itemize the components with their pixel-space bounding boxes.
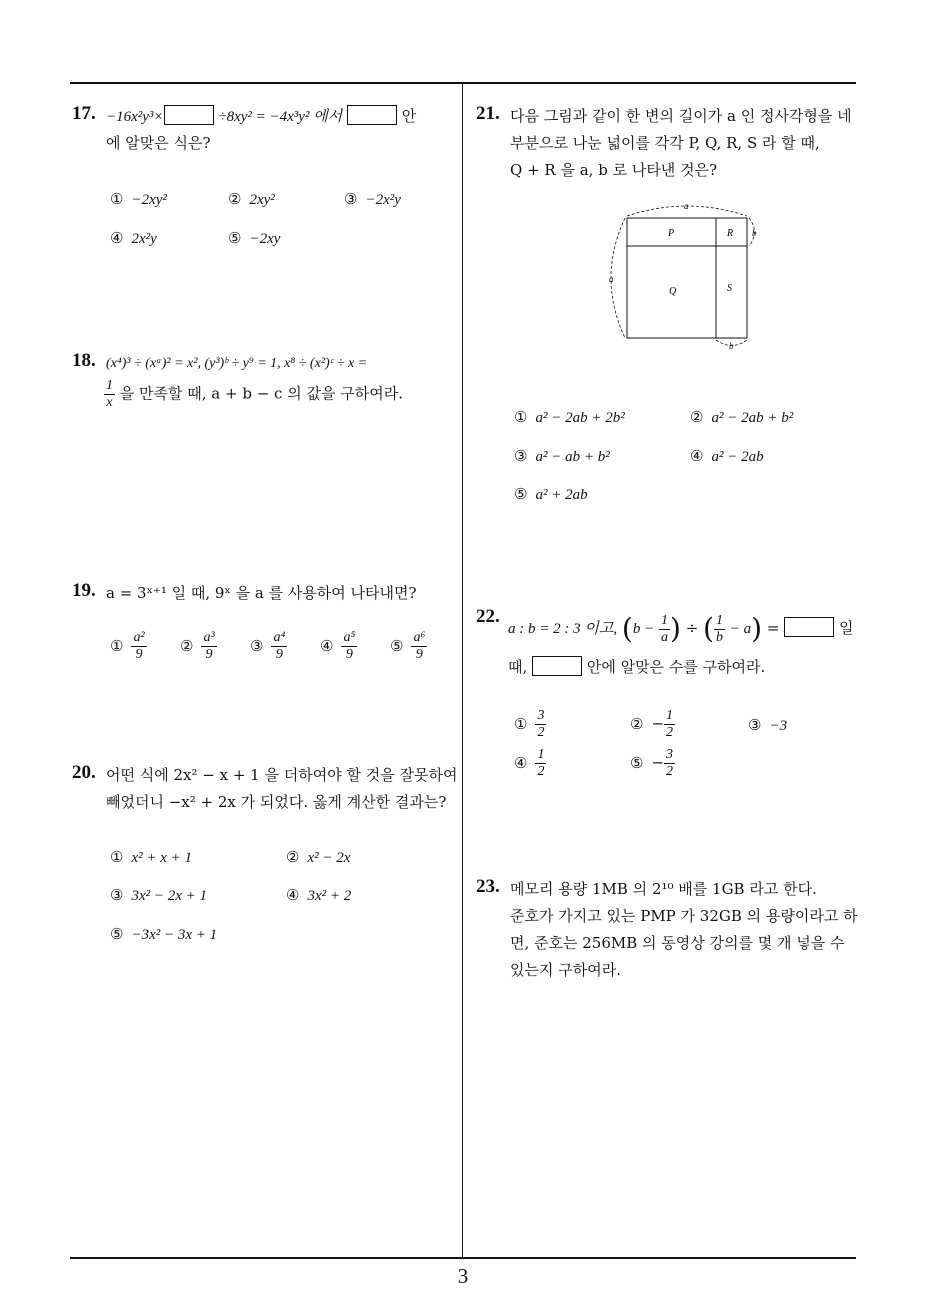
- expr-part: ÷8xy² = −4x³y² 에서: [218, 109, 343, 125]
- question-number: 19.: [72, 580, 96, 601]
- option-1[interactable]: ① x² + x + 1: [110, 848, 193, 866]
- region-P: P: [668, 228, 675, 239]
- label-a-top: a: [684, 201, 689, 211]
- label-b-bottom: b: [729, 341, 734, 351]
- question-text-line4: 있는지 구하여라.: [510, 961, 621, 979]
- question-number: 18.: [72, 350, 96, 371]
- expr-part: −16x²y³×: [106, 109, 164, 125]
- question-text: 어떤 식에 2x² − x + 1 을 더하여야 할 것을 잘못하여: [106, 766, 458, 784]
- question-text-line2: 빼었더니 −x² + 2x 가 되었다. 옳게 계산한 결과는?: [106, 793, 447, 811]
- option-2[interactable]: ② 2xy²: [228, 190, 275, 208]
- option-2[interactable]: ② a² − 2ab + b²: [690, 408, 794, 426]
- question-text: (x⁴)³ ÷ (xᵃ)² = x², (y³)ᵇ ÷ y⁹ = 1, x⁸ ÷ (x²)ᶜ ÷ x =: [106, 356, 368, 371]
- answer-box: [347, 105, 397, 125]
- question-text-line2: 준호가 가지고 있는 PMP 가 32GB 의 용량이라고 하: [510, 907, 858, 925]
- option-5[interactable]: ⑤ −2xy: [228, 229, 281, 247]
- option-5[interactable]: ⑤ − $\frac{3}{2}$: [630, 747, 674, 779]
- square-figure: [592, 196, 772, 356]
- option-5[interactable]: ⑤ a² + 2ab: [514, 485, 588, 503]
- top-rule: [70, 82, 856, 84]
- question-number: 23.: [476, 876, 500, 897]
- option-3[interactable]: ③ a² − ab + b²: [514, 447, 610, 465]
- region-S: S: [727, 283, 732, 294]
- question-text-line2: 부분으로 나눈 넓이를 각각 P, Q, R, S 라 할 때,: [510, 134, 820, 152]
- label-a-left: a: [609, 274, 614, 284]
- option-1[interactable]: ① $\frac{3}{2}$: [514, 708, 545, 740]
- fraction: $\frac{1}{b}$: [715, 612, 723, 645]
- question-text-line3: 면, 준호는 256MB 의 동영상 강의를 몇 개 넣을 수: [510, 934, 845, 952]
- answer-box: [784, 617, 834, 637]
- option-2[interactable]: ② $\frac{\text{a³}}{9}$: [180, 630, 215, 662]
- question-text-line2: $\frac{1}{x}$ 을 만족할 때, a + b − c 의 값을 구하여라.: [106, 378, 403, 410]
- question-number: 22.: [476, 606, 500, 627]
- option-5[interactable]: ⑤ −3x² − 3x + 1: [110, 925, 218, 943]
- option-4[interactable]: ④ 2x²y: [110, 229, 157, 247]
- question-text-line2: 에 알맞은 식은?: [106, 134, 211, 152]
- region-Q: Q: [669, 286, 677, 297]
- option-4[interactable]: ④ 3x² + 2: [286, 886, 352, 904]
- answer-box: [164, 105, 214, 125]
- option-4[interactable]: ④ $\frac{1}{2}$: [514, 747, 545, 779]
- option-3[interactable]: ③ $\frac{\text{a⁴}}{9}$: [250, 630, 286, 662]
- option-1[interactable]: ① −2xy²: [110, 190, 167, 208]
- option-1[interactable]: ① a² − 2ab + 2b²: [514, 408, 625, 426]
- option-4[interactable]: ④ a² − 2ab: [690, 447, 764, 465]
- option-3[interactable]: ③ −3: [748, 716, 788, 734]
- question-text: a : b = 2 : 3 이고, (b − $\frac{1}{a}$ ) ÷ ( $\frac{1}{b}$ − a) = 일: [508, 612, 854, 645]
- option-1[interactable]: ① $\frac{\text{a²}}{9}$: [110, 630, 145, 662]
- question-text: [106, 103, 456, 131]
- column-divider: [462, 84, 463, 1258]
- option-3[interactable]: ③ 3x² − 2x + 1: [110, 886, 208, 904]
- region-R: R: [727, 228, 734, 239]
- question-number: 20.: [72, 762, 96, 783]
- option-2[interactable]: ② − $\frac{1}{2}$: [630, 708, 674, 740]
- text-part: 안: [401, 107, 417, 125]
- question-number: 21.: [476, 103, 500, 124]
- question-text: 메모리 용량 1MB 의 2¹⁰ 배를 1GB 라고 한다.: [510, 880, 817, 898]
- option-4[interactable]: ④ $\frac{\text{a⁵}}{9}$: [320, 630, 356, 662]
- option-2[interactable]: ② x² − 2x: [286, 848, 351, 866]
- question-text-line2: 때, 안에 알맞은 수를 구하여라.: [508, 658, 766, 676]
- page-number: 3: [457, 1264, 469, 1288]
- fraction: $\frac{1}{a}$: [660, 612, 668, 645]
- question-text: a = 3ˣ⁺¹ 일 때, 9ˣ 을 a 를 사용하여 나타내면?: [106, 584, 417, 602]
- option-3[interactable]: ③ −2x²y: [344, 190, 401, 208]
- answer-box: [532, 656, 582, 676]
- bottom-rule: [70, 1257, 856, 1259]
- question-text: 다음 그림과 같이 한 변의 길이가 a 인 정사각형을 네: [510, 107, 852, 125]
- question-number: 17.: [72, 103, 96, 124]
- fraction: $\frac{1}{x}$: [106, 378, 113, 410]
- question-text-line3: Q + R 을 a, b 로 나타낸 것은?: [510, 161, 718, 179]
- label-b-right: b: [752, 228, 757, 238]
- option-5[interactable]: ⑤ $\frac{\text{a⁶}}{9}$: [390, 630, 426, 662]
